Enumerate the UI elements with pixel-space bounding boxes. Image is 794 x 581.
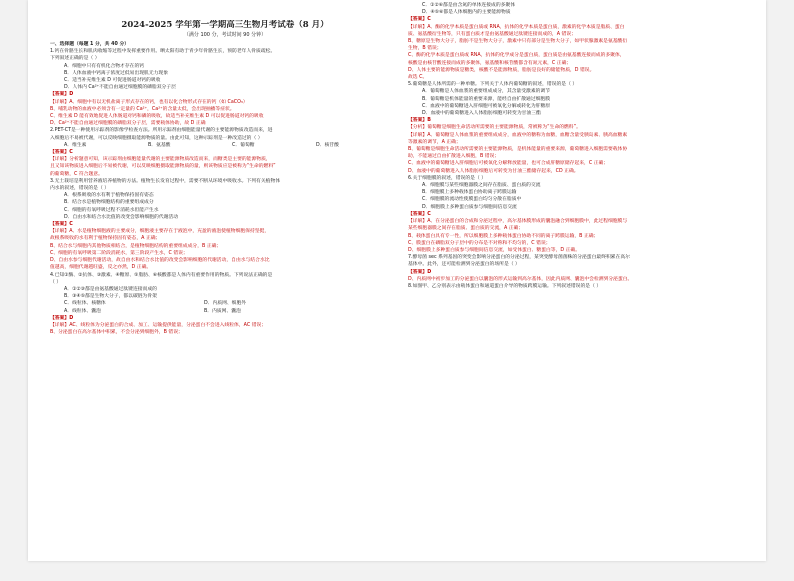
option-text: B．细胞膜上多种载体蛋白协助离子跨膜运输 (422, 190, 517, 196)
right-column (408, 2, 758, 563)
explanation-text: B、分泌蛋白在高尔基体中积累，不会分泌到细胞外，B 错误； (50, 330, 183, 336)
explanation-text: C、酶的化学本质是蛋白质或 RNA，抗体的化学成分是蛋白质，蛋白质是由氨基酸连接而成的多聚体， (408, 53, 625, 59)
explanation-text: D、Ca²⁺不能自由通过细胞膜的磷脂双分子层，需要载体协助，故 D 正确 (50, 121, 206, 127)
question-text: 5.葡萄糖是人体所需的一种单糖。下列关于人体内葡萄糖的叙述，错误的是（ ） (408, 82, 578, 88)
question-text: 3.无土栽培是利用营养液培养植物的方法。植物生长发育过程中，需要不断从环境中吸收水。下列有关植物体 (50, 178, 281, 184)
explanation-text: 值越高，细胞代谢越旺盛，反之亦然，D 正确。 (50, 265, 152, 271)
option-text: C．细胞膜的流动性使膜蛋白均匀分散在脂质中 (422, 197, 522, 203)
option-row (50, 308, 400, 315)
option-row (50, 300, 400, 307)
explanation-text: C、膜蛋白在磷脂双分子层中的分布是不对称和不均匀的，C 错误； (408, 240, 551, 246)
option-text: D．内质网、细胞外 (204, 301, 247, 307)
explanation-text: 【详解】AC、线粒体为分泌蛋白的合成、加工、运输提供能量，分泌蛋白不会进入线粒体，AC 错误； (50, 322, 267, 328)
explanation-text: 故根系吸收的水有利于植物保持固有姿态，A 正确； (50, 236, 161, 242)
explanation-text: 某些细胞器膜之间存在脂质、蛋白质的交流，A 正确； (408, 226, 524, 232)
answer-label: 【答案】D (408, 269, 432, 275)
question-text: 下列叙述正确的是（ ） (50, 56, 100, 62)
explanation-text: D、内质网中初步加工的分泌蛋白以囊泡的形式运输到高尔基体，因此内质网、囊泡中会检测到分泌蛋白。 (408, 276, 633, 282)
option-text: B．结合水是植物细胞结构的重要组成成分 (64, 200, 154, 206)
question-text: 8.如图甲、乙分别表示由载体蛋白和通道蛋白介导的物质跨膜运输。下列叙述错误的是（ ） (408, 283, 602, 289)
answer-label: 【答案】B (408, 118, 431, 124)
option-text: A．根系吸收的水有利于植物保持固有姿态 (64, 193, 154, 199)
left-body (50, 41, 400, 336)
option-text: D．自由水和结合水比值的改变会影响细胞的代谢活动 (64, 214, 179, 220)
option-text: D．核苷酸 (316, 142, 339, 148)
option-text: A．①②③都是由氨基酸通过肽键连接而成的 (64, 286, 157, 292)
answer-label: 【答案】C (408, 211, 431, 217)
explanation-text: B、葡萄糖是细胞生命活动所需要的主要能源物质，是机体能量的重要来源，葡萄糖进入细胞需要载体协 (408, 147, 628, 153)
option-text: C．线粒体、核糖体 (64, 301, 106, 307)
explanation-text: B、糖原是生物大分子，脂肪不是生物大分子，激素中只有部分是生物大分子，如甲状腺激素是氨基酸衍 (408, 39, 628, 45)
question-text: 基体中。此外，还可能检测到分泌蛋白的场所是（ ） (408, 262, 520, 268)
explanation-text: 核酸是由核苷酸连接而成的多聚体，氨基酸和核苷酸都含有氮元素，C 正确； (408, 60, 572, 66)
question-text: 6.关于细胞膜的叙述，错误的是（ ） (408, 175, 487, 181)
question-text: 7.酵母菌 sec 系列基因的突变会影响分泌蛋白的分泌过程，某突变酵母菌菌株的分泌蛋白最终积累在高尔 (408, 255, 630, 261)
explanation-text: 助，不能通过自由扩散进入细胞，B 错误； (408, 154, 500, 160)
question-text: （ ） (50, 279, 62, 285)
option-text: B．人体血液中钙离子浓度过低易出现肌无力现象 (64, 70, 169, 76)
explanation-text: 【详解】A、在分泌蛋白的合成和分泌过程中，高尔基体膜形成的囊泡融合到细胞膜中，此过程细胞膜与 (408, 219, 628, 225)
option-text: B．葡萄糖是机体能量的重要来源，能经自由扩散通过细胞膜 (422, 96, 551, 102)
option-text: C．血液中的葡萄糖进入肝细胞可被氧化分解或转化为肝糖原 (422, 103, 551, 109)
option-text: D．④⑤⑥都是人体细胞内的主要能源物质 (422, 10, 511, 16)
option-text: B．氨基酸 (148, 142, 171, 148)
answer-label: 【答案】C (50, 222, 73, 228)
explanation-text: 的葡萄糖，C 符合题意。 (50, 171, 103, 177)
option-text: B．③④⑤都是生物大分子，都以碳链为骨架 (64, 294, 157, 300)
option-row (50, 142, 400, 149)
option-text: D．血液中的葡萄糖进入人体脂肪细胞可转变为甘油三酯 (422, 111, 541, 117)
explanation-text: 生物，B 错误； (408, 46, 442, 52)
explanation-text: D、细胞膜上多种蛋白质参与细胞间信息交流，如受体蛋白、糖蛋白等，D 正确。 (408, 247, 581, 253)
left-column (50, 20, 400, 581)
explanation-text: D、血液中的葡萄糖进入人体脂肪细胞后可转变为甘油三酯储存起来，CD 正确。 (408, 168, 579, 174)
explanation-text: C、维生素 D 能有效地促进人体肠道对钙和磷的吸收，故适当补充维生素 D 可以促进肠道对钙的吸收 (50, 114, 264, 120)
answer-label: 【答案】D (50, 92, 74, 98)
explanation-text: C、细胞的有氧呼吸第二阶段消耗水，第三阶段产生水，C 错误； (50, 250, 188, 256)
explanation-text: D、人体主要的能源物质是糖类，核酸不是能源物质，脂肪是良好的储能物质，D 错误。 (408, 67, 595, 73)
explanation-text: 质、氨基酸衍生物等，只有蛋白质才是由氨基酸通过肽键连接而成的，A 错误； (408, 31, 576, 37)
option-text: C．葡萄糖 (232, 142, 255, 148)
answer-label: 【答案】C (50, 150, 73, 156)
explanation-text: B、载体蛋白具有专一性，所以细胞膜上多种载体蛋白协助不同的离子跨膜运输，B 正确； (408, 233, 599, 239)
page-subtitle: （满分 100 分，考试时间 90 分钟） (183, 32, 267, 38)
option-text: A．细胞中只有有机化合物才存在的钙 (64, 63, 145, 69)
explanation-text: 【详解】A、水是植物细胞液的主要成分，细胞液主要存在于液泡中，充盈的液泡使植物细胞保持坚挺， (50, 229, 270, 235)
question-text: 入细胞后不易被代谢，可以反映细胞摄取能源物质的量。由此可知，这种示踪剂是一种改造过的（ ） (50, 135, 263, 141)
option-text: D．细胞膜上多种蛋白质参与细胞间信息交流 (422, 204, 517, 210)
question-text: 1.钙在骨骼生长和肌肉收缩等过程中发挥重要作用。晒太阳有助于青少年骨骼生长，预防老年人骨质疏松。 (50, 49, 276, 55)
page-title: 2024-2025 学年第一学期高三生物月考试卷（8 月） (121, 20, 329, 30)
section-heading: 一、选择题（每题 1 分，共 40 分） (50, 42, 130, 47)
question-text: 内水的叙述，错误的是（ ） (50, 186, 110, 192)
exam-page (28, 0, 766, 561)
answer-label: 【答案】D (50, 315, 74, 321)
option-text: C．细胞的有氧呼吸过程不消耗水但能产生水 (64, 207, 159, 213)
option-text: C．①②⑥都是由含氮的单体连接成的多聚体 (422, 3, 516, 8)
explanation-text: D、自由水参与细胞代谢活动，故自由水和结合水比值的改变会影响细胞的代谢活动，自由水与结合水比 (50, 258, 270, 264)
explanation-text: 且又知该物质进入细胞后不易被代谢，可以反映细胞摄取能源物质的量，则该物质应是被称为“生命的燃料” (50, 164, 276, 170)
explanation-text: 【详解】A、细胞中有以无机盐离子形式存在的钙，也有以化合物形式存在的钙（如 CaCO₃） (50, 99, 248, 105)
right-body (408, 2, 758, 290)
explanation-text: 【详解】A、酶的化学本质是蛋白质或 RNA，抗体的化学本质是蛋白质，激素的化学本质是脂质、蛋白 (408, 24, 625, 30)
option-text: A．葡萄糖是人体血浆的重要组成成分，其含量受激素的调节 (422, 89, 551, 95)
answer-label: 【答案】C (408, 17, 431, 23)
option-text: A．细胞膜与某些细胞器膜之间存在脂质、蛋白质的交流 (422, 183, 541, 189)
question-text: 2.PET-CT是一种使用示踪剂的影像学检查方法。所用示踪剂由细胞能量代谢的主要能源物质改造而来，进 (50, 128, 273, 134)
option-text: A．线粒体、囊泡 (64, 308, 101, 314)
option-text: A．维生素 (64, 142, 87, 148)
explanation-text: B、结合水与细胞内其他物质相结合，是植物细胞结构的重要组成成分，B 正确； (50, 243, 222, 249)
explanation-text: C、血液中的葡萄糖进入肝细胞后可被氧化分解释放能量，也可合成肝糖原储存起来，C 正确； (408, 161, 609, 167)
question-text: 4.已知①酶、②抗体、③激素、④糖原、⑤脂肪、⑥核酸都是人体内有重要作用的物质。下列说法正确的是 (50, 272, 273, 278)
option-text: B．内质网、囊泡 (204, 308, 241, 314)
explanation-text: 【分析】葡萄糖是细胞生命活动所需要的主要能源物质，常被称为“生命的燃料”。 (408, 125, 581, 131)
option-text: C．适当补充维生素 D 可促进肠道对钙的吸收 (64, 78, 161, 84)
explanation-text: 【详解】A、葡萄糖是人体血浆的重要组成成分，血液中的糖称为血糖，血糖含量受胰岛素、胰高血糖素 (408, 132, 628, 138)
explanation-text: 故选 C。 (408, 75, 428, 81)
explanation-text: 等激素的调节，A 正确； (408, 139, 461, 145)
explanation-text: B、哺乳动物的血液中必须含有一定量的 Ca²⁺，Ca²⁺的含量太低，会出现抽搐等症状。 (50, 106, 235, 112)
option-text: D．人体内 Ca²⁺不能自由通过细胞膜的磷脂双分子层 (64, 85, 176, 91)
explanation-text: 【详解】分析题意可知，该示踪剂由细胞能量代谢的主要能源物质改造而来，而糖类是主要的能源物质， (50, 157, 271, 163)
